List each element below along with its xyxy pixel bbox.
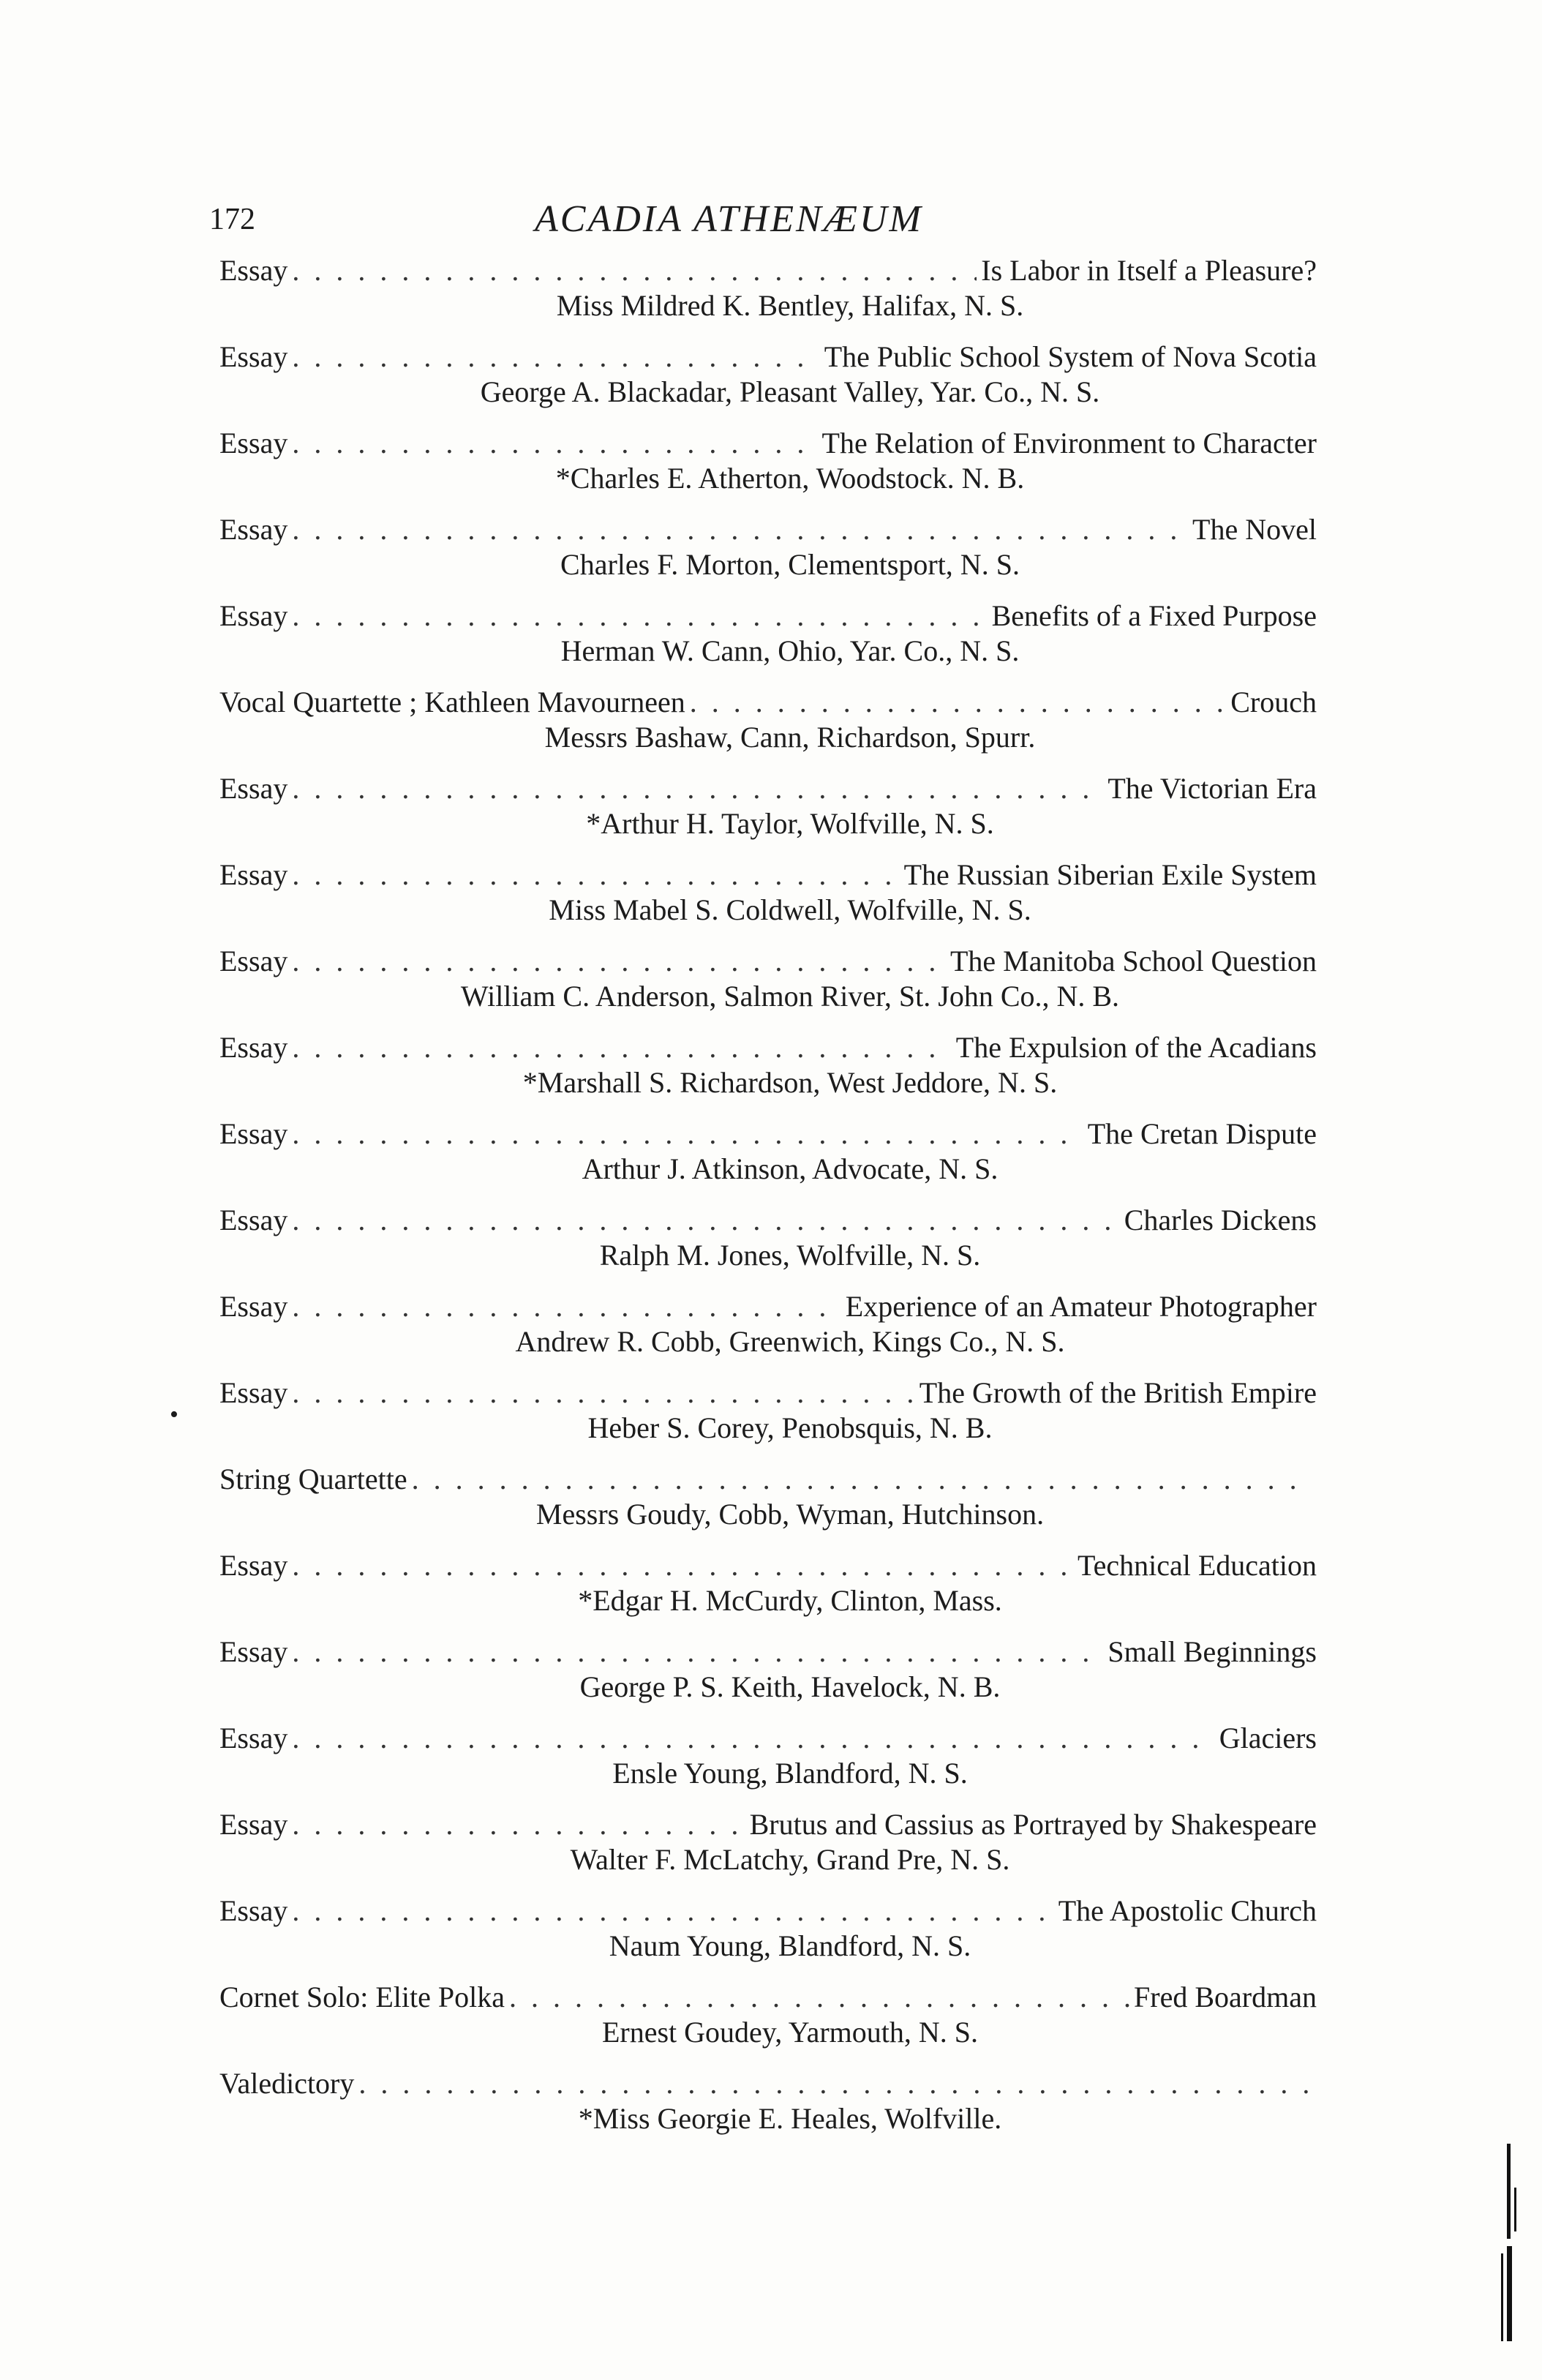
entry-person: *Arthur H. Taylor, Wolfville, N. S.	[586, 807, 994, 840]
entry-title: The Apostolic Church	[1058, 1894, 1317, 1927]
entry-title: Experience of an Amateur Photographer	[845, 1290, 1317, 1323]
margin-bullet: •	[170, 1401, 178, 1428]
entry-label: Essay	[219, 945, 288, 977]
entry-person: Miss Mabel S. Coldwell, Wolfville, N. S.	[549, 893, 1031, 926]
program-entry	[219, 425, 1317, 495]
entry-label: Essay	[219, 1808, 288, 1841]
entry-title: The Expulsion of the Acadians	[955, 1031, 1317, 1064]
entry-label: Essay	[219, 1376, 288, 1409]
leader-dots	[292, 1634, 1103, 1670]
program-entry	[219, 1461, 1317, 1531]
entry-person: *Marshall S. Richardson, West Jeddore, N. S.	[522, 1066, 1058, 1099]
program-entry	[219, 1893, 1317, 1963]
entry-label: Essay	[219, 1031, 288, 1064]
entry-title: The Novel	[1192, 513, 1317, 546]
entry-title: The Manitoba School Question	[949, 945, 1317, 977]
leader-dots	[292, 1547, 1073, 1584]
entry-person: Walter F. McLatchy, Grand Pre, N. S.	[570, 1843, 1010, 1876]
entry-label: Valedictory	[219, 2067, 355, 2100]
program-entry	[219, 1029, 1317, 1100]
leader-dots	[412, 1461, 1312, 1498]
entry-person: Miss Mildred K. Bentley, Halifax, N. S.	[556, 289, 1024, 322]
entry-title: The Growth of the British Empire	[919, 1376, 1317, 1409]
page-number: 172	[209, 203, 255, 236]
leader-dots	[292, 1806, 745, 1843]
program-entry	[219, 252, 1317, 323]
leader-dots	[292, 943, 946, 980]
entry-title: Technical Education	[1077, 1549, 1317, 1582]
entry-person: Charles F. Morton, Clementsport, N. S.	[560, 548, 1020, 581]
leader-dots	[292, 598, 987, 634]
entry-label: Essay	[219, 340, 288, 373]
entry-person: George P. S. Keith, Havelock, N. B.	[579, 1670, 1001, 1703]
leader-dots	[292, 1202, 1119, 1239]
entry-person: Messrs Goudy, Cobb, Wyman, Hutchinson.	[535, 1498, 1045, 1531]
program-entry	[219, 339, 1317, 409]
entry-person: Messrs Bashaw, Cann, Richardson, Spurr.	[544, 721, 1036, 754]
entry-person: Ralph M. Jones, Wolfville, N. S.	[599, 1239, 981, 1272]
leader-dots	[509, 1979, 1129, 2016]
program-entry	[219, 943, 1317, 1013]
program-entry	[219, 1202, 1317, 1272]
leader-dots	[292, 511, 1188, 548]
entry-person: Ernest Goudey, Yarmouth, N. S.	[601, 2016, 979, 2049]
entry-title: The Russian Siberian Exile System	[903, 858, 1317, 891]
leader-dots	[292, 339, 819, 375]
program-entry	[219, 1806, 1317, 1877]
entry-title: The Victorian Era	[1107, 772, 1317, 805]
margin-scan-mark	[1514, 2188, 1516, 2231]
entry-label: Essay	[219, 772, 288, 805]
program-entry	[219, 1288, 1317, 1359]
entry-person: Heber S. Corey, Penobsquis, N. B.	[587, 1411, 993, 1444]
entry-title: Charles Dickens	[1124, 1204, 1317, 1236]
program-entry	[219, 511, 1317, 582]
entry-label: Cornet Solo: Elite Polka	[219, 1981, 505, 2013]
entry-label: Essay	[219, 1290, 288, 1323]
leader-dots	[292, 1116, 1083, 1152]
entry-title: The Public School System of Nova Scotia	[824, 340, 1317, 373]
program-entry	[219, 1634, 1317, 1704]
entry-title: Crouch	[1230, 686, 1317, 718]
entry-title: Glaciers	[1219, 1722, 1317, 1754]
entry-label: Essay	[219, 599, 288, 632]
leader-dots	[292, 1720, 1214, 1757]
entry-person: George A. Blackadar, Pleasant Valley, Yar. Co., N. S.	[480, 375, 1100, 408]
entry-label: Essay	[219, 513, 288, 546]
leader-dots	[292, 1288, 840, 1325]
leader-dots	[292, 1893, 1053, 1929]
program-entry	[219, 2065, 1317, 2136]
leader-dots	[292, 252, 977, 289]
program-entry	[219, 1375, 1317, 1445]
program-entry	[219, 770, 1317, 841]
leader-dots	[292, 770, 1103, 807]
entry-person: William C. Anderson, Salmon River, St. John Co., N. B.	[460, 980, 1120, 1013]
entry-title: The Cretan Dispute	[1087, 1117, 1317, 1150]
entry-label: Essay	[219, 1894, 288, 1927]
program-entry	[219, 684, 1317, 754]
program-list	[219, 252, 1317, 2152]
leader-dots	[292, 425, 817, 462]
program-entry	[219, 1979, 1317, 2049]
leader-dots	[358, 2065, 1312, 2102]
entry-label: Essay	[219, 1117, 288, 1150]
entry-person: Andrew R. Cobb, Greenwich, Kings Co., N. S.	[515, 1325, 1065, 1358]
entry-person: Arthur J. Atkinson, Advocate, N. S.	[582, 1152, 998, 1185]
entry-label: Essay	[219, 254, 288, 287]
leader-dots	[292, 1029, 951, 1066]
program-entry	[219, 1116, 1317, 1186]
entry-label: String Quartette	[219, 1463, 407, 1495]
page-header	[209, 198, 1306, 249]
entry-label: Essay	[219, 1204, 288, 1236]
margin-scan-mark	[1507, 2246, 1512, 2341]
program-entry	[219, 857, 1317, 927]
leader-dots	[690, 684, 1226, 721]
entry-person: *Edgar H. McCurdy, Clinton, Mass.	[578, 1584, 1002, 1617]
entry-title: The Relation of Environment to Character	[821, 427, 1317, 459]
entry-person: *Miss Georgie E. Heales, Wolfville.	[578, 2102, 1002, 2135]
entry-label: Essay	[219, 1722, 288, 1754]
margin-scan-mark	[1507, 2144, 1511, 2239]
entry-title: Brutus and Cassius as Portrayed by Shakespeare	[749, 1808, 1317, 1841]
entry-person: *Charles E. Atherton, Woodstock. N. B.	[555, 462, 1025, 495]
entry-title: Is Labor in Itself a Pleasure?	[981, 254, 1317, 287]
entry-title: Small Beginnings	[1107, 1635, 1317, 1668]
leader-dots	[292, 1375, 914, 1411]
entry-person: Herman W. Cann, Ohio, Yar. Co., N. S.	[560, 634, 1020, 667]
running-title: ACADIA ATHENÆUM	[535, 198, 923, 240]
program-entry	[219, 598, 1317, 668]
entry-person: Naum Young, Blandford, N. S.	[609, 1929, 971, 1962]
entry-title: Fred Boardman	[1134, 1981, 1317, 2013]
entry-label: Essay	[219, 1635, 288, 1668]
entry-label: Essay	[219, 1549, 288, 1582]
entry-person: Ensle Young, Blandford, N. S.	[612, 1757, 968, 1790]
entry-label: Essay	[219, 858, 288, 891]
program-entry	[219, 1547, 1317, 1618]
entry-title: Benefits of a Fixed Purpose	[991, 599, 1317, 632]
entry-label: Vocal Quartette ; Kathleen Mavourneen	[219, 686, 685, 718]
program-entry	[219, 1720, 1317, 1790]
leader-dots	[292, 857, 899, 893]
margin-scan-mark	[1501, 2253, 1503, 2341]
entry-label: Essay	[219, 427, 288, 459]
